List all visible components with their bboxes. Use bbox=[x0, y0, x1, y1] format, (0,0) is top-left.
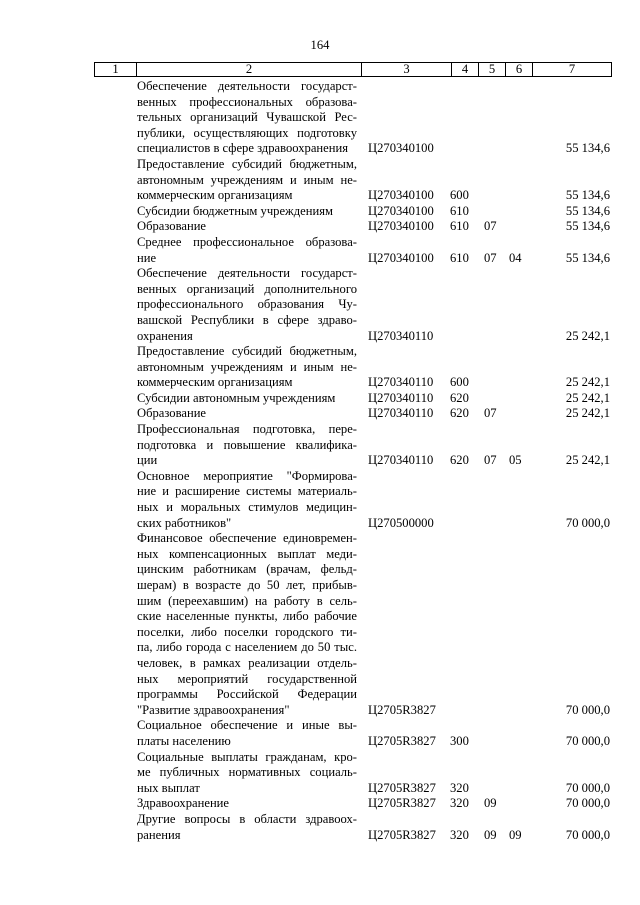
row-name-line: Финансовое обеспечение единовремен- bbox=[137, 531, 357, 546]
row-expense-type: 610 bbox=[450, 250, 469, 265]
header-col-2: 2 bbox=[136, 63, 361, 76]
row-target-code: Ц270340100 bbox=[368, 250, 434, 265]
row-target-code: Ц2705R3827 bbox=[368, 796, 436, 811]
row-name-line: ние bbox=[137, 250, 157, 265]
row-name-line: Другие вопросы в области здравоох- bbox=[137, 811, 357, 826]
table-row bbox=[0, 234, 610, 266]
table-row bbox=[0, 718, 610, 749]
row-name-line: автономным учреждениям и иным не- bbox=[137, 172, 357, 187]
row-name-line: па, либо города с населением до 50 тыс. bbox=[137, 640, 357, 655]
row-name bbox=[137, 79, 357, 157]
page-number: 164 bbox=[310, 38, 330, 52]
row-name bbox=[137, 204, 357, 220]
table-row bbox=[0, 79, 610, 157]
row-name-line: автономным учреждениям и иным не- bbox=[137, 359, 357, 374]
header-col-6: 6 bbox=[505, 63, 532, 76]
row-name-line: Основное мероприятие "Формирова- bbox=[137, 468, 357, 483]
row-name bbox=[137, 219, 357, 235]
row-name-line: подготовка и повышение квалифика- bbox=[137, 437, 357, 452]
row-amount: 55 134,6 bbox=[565, 250, 610, 265]
row-name-line: венных организаций дополнительного bbox=[137, 281, 357, 296]
row-amount: 55 134,6 bbox=[565, 219, 610, 234]
row-name-line: ции bbox=[137, 453, 158, 468]
row-name bbox=[137, 812, 357, 843]
row-name-line: Предоставление субсидий бюджетным, bbox=[137, 156, 357, 171]
header-col-5: 5 bbox=[478, 63, 505, 76]
row-name-line: "Развитие здравоохранения" bbox=[137, 702, 290, 717]
row-name-line: ных мероприятий государственной bbox=[137, 671, 357, 686]
row-amount: 25 242,1 bbox=[565, 375, 610, 390]
table-row bbox=[0, 531, 610, 718]
row-amount: 25 242,1 bbox=[565, 453, 610, 468]
row-expense-type: 620 bbox=[450, 406, 469, 421]
row-name-line: Предоставление субсидий бюджетным, bbox=[137, 344, 357, 359]
row-subsection: 04 bbox=[509, 250, 522, 265]
row-name-line: ме публичных нормативных социаль- bbox=[137, 765, 357, 780]
table-row bbox=[0, 468, 610, 531]
row-target-code: Ц270340110 bbox=[368, 390, 434, 405]
row-section: 07 bbox=[484, 219, 497, 234]
row-name-line: Обеспечение деятельности государст- bbox=[137, 266, 357, 281]
row-target-code: Ц270340100 bbox=[368, 219, 434, 234]
row-expense-type: 620 bbox=[450, 453, 469, 468]
row-name-line: программы Российской Федерации bbox=[137, 687, 357, 702]
row-name-line: ных выплат bbox=[137, 780, 200, 795]
row-name-line: ских работников" bbox=[137, 515, 232, 530]
row-name bbox=[137, 531, 357, 718]
table-row bbox=[0, 796, 610, 812]
row-name-line: платы населению bbox=[137, 733, 231, 748]
row-section: 09 bbox=[484, 827, 497, 842]
row-amount: 70 000,0 bbox=[565, 780, 610, 795]
row-name bbox=[137, 718, 357, 749]
row-amount: 70 000,0 bbox=[565, 733, 610, 748]
row-section: 09 bbox=[484, 796, 497, 811]
row-amount: 25 242,1 bbox=[565, 390, 610, 405]
table-row bbox=[0, 156, 610, 204]
row-expense-type: 620 bbox=[450, 390, 469, 405]
header-col-4: 4 bbox=[451, 63, 478, 76]
table-row bbox=[0, 266, 610, 344]
row-name-line: человек, в рамках реализации отдель- bbox=[137, 655, 357, 670]
row-target-code: Ц270340100 bbox=[368, 203, 434, 218]
row-section: 07 bbox=[484, 250, 497, 265]
row-name-line: Субсидии автономным учреждениям bbox=[137, 390, 336, 405]
table-body bbox=[0, 79, 610, 843]
row-target-code: Ц270340110 bbox=[368, 453, 434, 468]
row-name-line: Социальные выплаты гражданам, кро- bbox=[137, 749, 357, 764]
row-name-line: Обеспечение деятельности государст- bbox=[137, 79, 357, 93]
row-section: 07 bbox=[484, 406, 497, 421]
row-amount: 55 134,6 bbox=[565, 141, 610, 156]
row-name bbox=[137, 266, 357, 344]
row-target-code: Ц270340100 bbox=[368, 188, 434, 203]
row-target-code: Ц2705R3827 bbox=[368, 702, 436, 717]
row-expense-type: 300 bbox=[450, 733, 469, 748]
row-name bbox=[137, 344, 357, 391]
row-subsection: 09 bbox=[509, 827, 522, 842]
header-col-7: 7 bbox=[532, 63, 611, 76]
row-name-line: тельных организаций Чувашской Рес- bbox=[137, 110, 357, 125]
row-name-line: ранения bbox=[137, 827, 181, 842]
row-name bbox=[137, 406, 357, 422]
table-row bbox=[0, 811, 610, 843]
row-amount: 70 000,0 bbox=[565, 796, 610, 811]
row-name-line: профессионального образования Чу- bbox=[137, 297, 357, 312]
row-name-line: Образование bbox=[137, 219, 207, 234]
row-amount: 25 242,1 bbox=[565, 328, 610, 343]
row-name-line: шим (переехавшим) на работу в сель- bbox=[137, 593, 357, 608]
table-header bbox=[94, 62, 612, 77]
row-target-code: Ц270500000 bbox=[368, 515, 434, 530]
table-row bbox=[0, 219, 610, 235]
row-name-line: Субсидии бюджетным учреждениям bbox=[137, 203, 333, 218]
row-target-code: Ц270340110 bbox=[368, 406, 434, 421]
row-amount: 25 242,1 bbox=[565, 406, 610, 421]
row-amount: 70 000,0 bbox=[565, 515, 610, 530]
row-amount: 55 134,6 bbox=[565, 203, 610, 218]
row-name-line: Образование bbox=[137, 406, 207, 421]
row-name bbox=[137, 422, 357, 469]
header-col-3: 3 bbox=[361, 63, 451, 76]
row-expense-type: 600 bbox=[450, 375, 469, 390]
row-name-line: Среднее профессиональное образова- bbox=[137, 234, 357, 249]
table-row bbox=[0, 344, 610, 391]
row-name bbox=[137, 750, 357, 797]
row-name-line: шерам) в возрасте до 50 лет, прибыв- bbox=[137, 578, 357, 592]
row-name-line: поселки, либо поселки городского ти- bbox=[137, 624, 357, 639]
row-amount: 70 000,0 bbox=[565, 702, 610, 717]
table-row bbox=[0, 203, 610, 220]
row-name-line: специалистов в сфере здравоохранения bbox=[137, 141, 349, 156]
table-row bbox=[0, 422, 610, 469]
table-row bbox=[0, 749, 610, 797]
row-name-line: охранения bbox=[137, 328, 193, 343]
row-name-line: коммерческим организациям bbox=[137, 375, 293, 390]
row-subsection: 05 bbox=[509, 453, 522, 468]
row-expense-type: 610 bbox=[450, 219, 469, 234]
row-expense-type: 320 bbox=[450, 780, 469, 795]
row-name-line: ские населенные пункты, либо рабочие bbox=[137, 609, 357, 624]
header-col-1: 1 bbox=[112, 62, 119, 76]
row-target-code: Ц2705R3827 bbox=[368, 733, 436, 748]
row-amount: 55 134,6 bbox=[565, 188, 610, 203]
row-expense-type: 320 bbox=[450, 796, 469, 811]
row-amount: 70 000,0 bbox=[565, 827, 610, 842]
row-name-line: публики, осуществляющих подготовку bbox=[137, 125, 357, 140]
row-name-line: коммерческим организациям bbox=[137, 188, 293, 203]
row-name-line: венных профессиональных образова- bbox=[137, 94, 357, 109]
row-name-line: Социальное обеспечение и иные вы- bbox=[137, 718, 357, 733]
row-target-code: Ц270340100 bbox=[368, 141, 434, 156]
row-section: 07 bbox=[484, 453, 497, 468]
row-name-line: Профессиональная подготовка, пере- bbox=[137, 422, 357, 437]
row-name bbox=[137, 469, 357, 531]
row-name-line: ние и расширение системы материаль- bbox=[137, 484, 357, 499]
row-name-line: ных и моральных стимулов медицин- bbox=[137, 500, 357, 515]
row-name bbox=[137, 391, 357, 407]
row-name bbox=[137, 235, 357, 266]
row-expense-type: 600 bbox=[450, 188, 469, 203]
row-target-code: Ц270340110 bbox=[368, 328, 434, 343]
row-expense-type: 610 bbox=[450, 203, 469, 218]
row-name bbox=[137, 796, 357, 812]
row-expense-type: 320 bbox=[450, 827, 469, 842]
row-target-code: Ц2705R3827 bbox=[368, 827, 436, 842]
row-target-code: Ц270340110 bbox=[368, 375, 434, 390]
row-target-code: Ц2705R3827 bbox=[368, 780, 436, 795]
table-row bbox=[0, 406, 610, 422]
table-row bbox=[0, 390, 610, 407]
row-name-line: вашской Республики в сфере здраво- bbox=[137, 312, 357, 327]
row-name-line: Здравоохранение bbox=[137, 796, 230, 811]
row-name bbox=[137, 157, 357, 204]
row-name-line: ных компенсационных выплат меди- bbox=[137, 546, 357, 561]
row-name-line: цинским работникам (врачам, фельд- bbox=[137, 562, 357, 577]
